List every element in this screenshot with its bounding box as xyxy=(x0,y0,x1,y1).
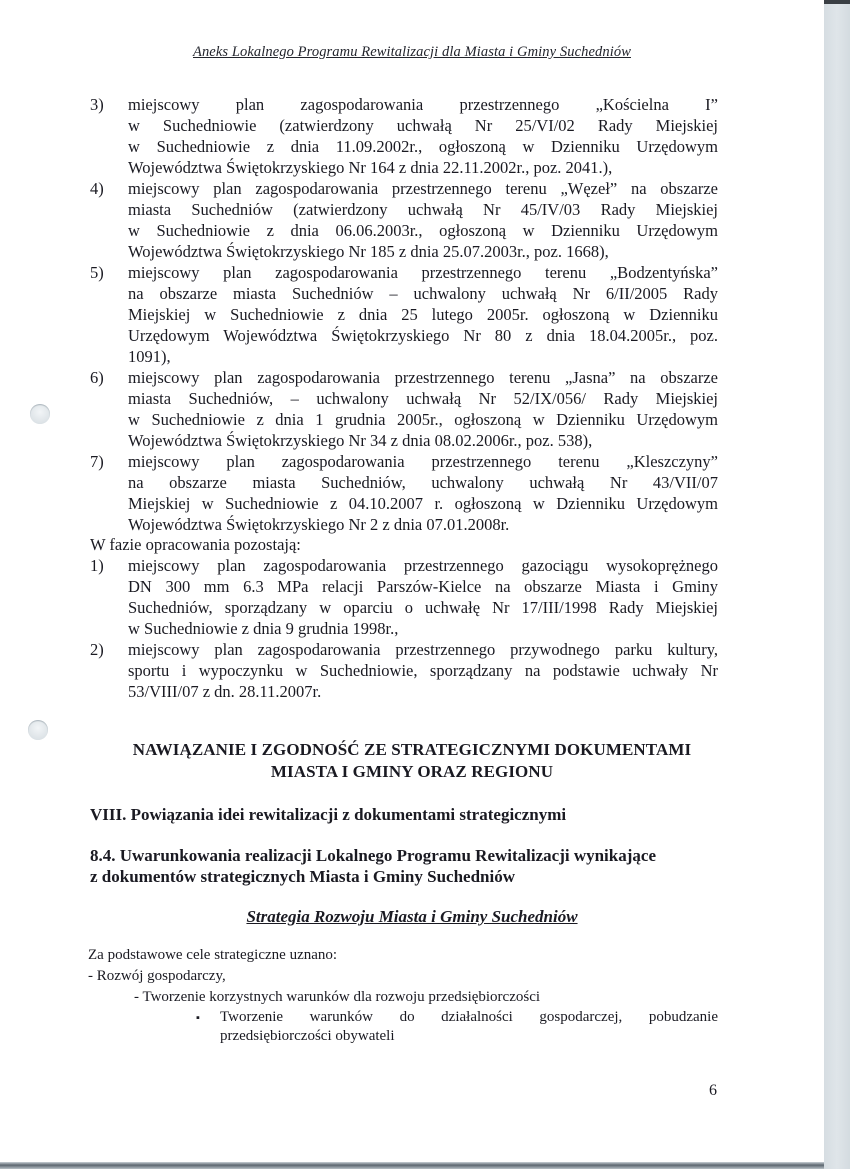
section-heading-line1: NAWIĄZANIE I ZGODNOŚĆ ZE STRATEGICZNYMI DOKUMENTAMI xyxy=(132,740,692,759)
list-item-line: sportu i wypoczynku w Suchedniowie, sporządzany na podstawie uchwały Nr xyxy=(128,661,718,680)
punch-hole-icon xyxy=(28,720,48,740)
scan-edge-right xyxy=(824,0,850,1169)
list-item-line: miejscowy plan zagospodarowania przestrzennego terenu „Kleszczyny” xyxy=(128,452,718,471)
subsection-heading-line2: z dokumentów strategicznych Miasta i Gminy Suchedniów xyxy=(90,867,515,886)
list-item-line: w Suchedniowie z dnia 9 grudnia 1998r., xyxy=(128,619,399,638)
list-item-line: na obszarze miasta Suchedniów – uchwalony uchwałą Nr 6/II/2005 Rady xyxy=(128,284,718,303)
list-item-number: 1) xyxy=(90,556,104,575)
list-item-line: 53/VIII/07 z dn. 28.11.2007r. xyxy=(128,682,322,701)
list-item-line: Suchedniów, sporządzany w oparciu o uchwałę Nr 17/III/1998 Rady Miejskiej xyxy=(128,598,718,617)
strategic-subgoal: - Tworzenie korzystnych warunków dla rozwoju przedsiębiorczości xyxy=(134,989,541,1005)
square-bullet-icon: ▪ xyxy=(196,1012,200,1024)
list-item-line: 1091), xyxy=(128,347,171,366)
list-item-line: w Suchedniowie z dnia 06.06.2003r., ogłoszoną w Dzienniku Urzędowym xyxy=(128,221,718,240)
list-item-number: 4) xyxy=(90,179,104,198)
list-item-line: Urzędowym Województwa Świętokrzyskiego Nr 80 z dnia 18.04.2005r., poz. xyxy=(128,326,718,345)
list-item-line: miasta Suchedniów (zatwierdzony uchwałą Nr 45/IV/03 Rady Miejskiej xyxy=(128,200,718,219)
list-item-line: Województwa Świętokrzyskiego Nr 2 z dnia 07.01.2008r. xyxy=(128,515,510,534)
list-item-line: Województwa Świętokrzyskiego Nr 185 z dnia 25.07.2003r., poz. 1668), xyxy=(128,242,609,261)
list-item-line: miasta Suchedniów, – uchwalony uchwałą Nr 52/IX/056/ Rady Miejskiej xyxy=(128,389,718,408)
list-item-line: miejscowy plan zagospodarowania przestrzennego gazociągu wysokoprężnego xyxy=(128,556,718,575)
list-item-line: miejscowy plan zagospodarowania przestrzennego terenu „Węzeł” na obszarze xyxy=(128,179,718,198)
list-item-line: DN 300 mm 6.3 MPa relacji Parszów-Kielce na obszarze Miasta i Gminy xyxy=(128,577,718,596)
strategic-task-line: przedsiębiorczości obywateli xyxy=(220,1028,395,1044)
section-heading-line2: MIASTA I GMINY ORAZ REGIONU xyxy=(270,762,554,781)
list-item-number: 2) xyxy=(90,640,104,659)
scan-edge-bottom xyxy=(0,1162,824,1169)
subsection-heading-line1: 8.4. Uwarunkowania realizacji Lokalnego Programu Rewitalizacji wynikające xyxy=(90,846,656,865)
list-item-line: na obszarze miasta Suchedniów, uchwalony uchwałą Nr 43/VII/07 xyxy=(128,473,718,492)
list-item-line: miejscowy plan zagospodarowania przestrzennego „Kościelna I” xyxy=(128,95,718,114)
list-item-line: w Suchedniowie (zatwierdzony uchwałą Nr 25/VI/02 Rady Miejskiej xyxy=(128,116,718,135)
list-item-line: Miejskiej w Suchedniowie z dnia 25 lutego 2005r. ogłoszoną w Dzienniku xyxy=(128,305,718,324)
list-item-line: miejscowy plan zagospodarowania przestrzennego terenu „Jasna” na obszarze xyxy=(128,368,718,387)
list-item-line: miejscowy plan zagospodarowania przestrzennego przywodnego parku kultury, xyxy=(128,640,718,659)
list-item-line: miejscowy plan zagospodarowania przestrzennego terenu „Bodzentyńska” xyxy=(128,263,718,282)
strategic-task-line: Tworzenie warunków do działalności gospodarczej, pobudzanie xyxy=(220,1009,718,1025)
list-item-number: 6) xyxy=(90,368,104,387)
in-progress-intro: W fazie opracowania pozostają: xyxy=(90,535,301,554)
strategic-goal: - Rozwój gospodarczy, xyxy=(88,968,226,984)
list-item-number: 5) xyxy=(90,263,104,282)
chapter-heading: VIII. Powiązania idei rewitalizacji z dokumentami strategicznymi xyxy=(90,805,567,824)
running-header: Aneks Lokalnego Programu Rewitalizacji dla Miasta i Gminy Suchedniów xyxy=(193,44,631,60)
list-item-line: Miejskiej w Suchedniowie z 04.10.2007 r. ogłoszoną w Dzienniku Urzędowym xyxy=(128,494,718,513)
punch-hole-icon xyxy=(30,404,50,424)
strategy-title: Strategia Rozwoju Miasta i Gminy Suchedniów xyxy=(246,907,578,926)
list-item-line: w Suchedniowie z dnia 11.09.2002r., ogłoszoną w Dzienniku Urzędowym xyxy=(128,137,718,156)
list-item-line: w Suchedniowie z dnia 1 grudnia 2005r., ogłoszoną w Dzienniku Urzędowym xyxy=(128,410,718,429)
strategy-intro: Za podstawowe cele strategiczne uznano: xyxy=(88,947,338,963)
list-item-line: Województwa Świętokrzyskiego Nr 34 z dnia 08.02.2006r., poz. 538), xyxy=(128,431,593,450)
list-item-line: Województwa Świętokrzyskiego Nr 164 z dnia 22.11.2002r., poz. 2041.), xyxy=(128,158,613,177)
list-item-number: 3) xyxy=(90,95,104,114)
list-item-number: 7) xyxy=(90,452,104,471)
page-number: 6 xyxy=(709,1082,717,1099)
